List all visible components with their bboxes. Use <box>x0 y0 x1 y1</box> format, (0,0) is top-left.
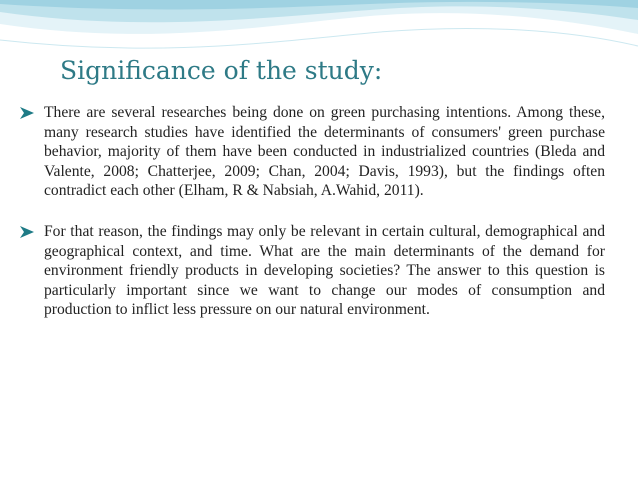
bullet-list <box>20 103 605 341</box>
wave-banner-decoration <box>0 0 638 60</box>
bullet-text: For that reason, the findings may only be relevant in certain cultural, demographical and geographical context, and time. What are the main determinants of the demand for environment friendly products in developing societies? The answer to this question is particularly important since we want to change our modes of consumption and production to inflict less pressure on our natural environment. <box>44 222 605 319</box>
bullet-item <box>20 103 605 201</box>
bullet-text: There are several researches being done on green purchasing intentions. Among these, many research studies have identified the determinants of consumers' green purchase behavior, majority of them have been conducted in industrialized countries (Bleda and Valente, 2008; Chatterjee, 2009; Chan, 2004; Davis, 1993), but the findings often contradict each other (Elham, R & Nabsiah, A.Wahid, 2011). <box>44 104 605 200</box>
arrowhead-bullet-icon <box>20 226 34 238</box>
bullet-item <box>20 222 605 320</box>
arrowhead-bullet-icon <box>20 107 34 119</box>
slide-title: Significance of the study: <box>60 56 383 85</box>
